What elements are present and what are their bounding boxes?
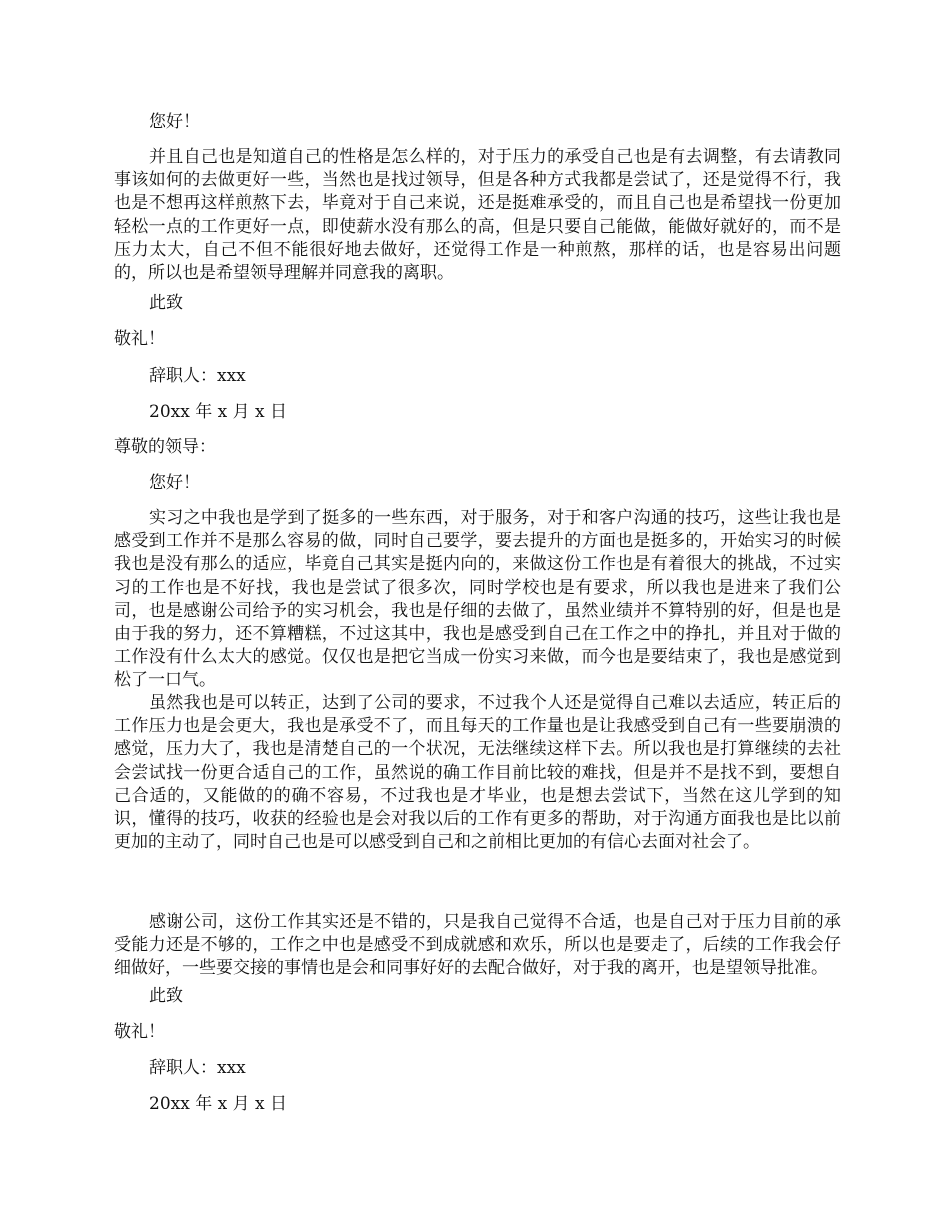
body-paragraph-2: 实习之中我也是学到了挺多的一些东西，对于服务，对于和客户沟通的技巧，这些让我也是感受到工作并不是那么容易的做，同时自己要学，要去提升的方面也是挺多的，开始实习的时候我也是没有那么的适应，毕竟自己其实是挺内向的，来做这份工作也是有着很大的挑战，不过实习的工作也是不好找，我也是尝试了很多次，同时学校也是有要求，所以我也是进来了我们公司，也是感谢公司给予的实习机会，我也是仔细的去做了，虽然业绩并不算特别的好，但是也是由于我的努力，还不算糟糕，不过这其中，我也是感受到自己在工作之中的挣扎，并且对于做的工作没有什么太大的感觉。仅仅也是把它当成一份实习来做，而今也是要结束了，我也是感觉到松了一口气。	[114, 508, 841, 691]
closing-jingli-2: 敬礼！	[114, 1022, 165, 1042]
closing-cizhi-1: 此致	[149, 293, 183, 313]
salutation-2: 尊敬的领导：	[114, 437, 216, 457]
greeting-1: 您好！	[149, 112, 200, 132]
signature-2: 辞职人：xxx	[149, 1058, 246, 1078]
body-paragraph-4: 感谢公司，这份工作其实还是不错的，只是我自己觉得不合适，也是自己对于压力目前的承受能力还是不够的，工作之中也是感受不到成就感和欢乐，所以也是要走了，后续的工作我会仔细做好，一些要交接的事情也是会和同事好好的去配合做好，对于我的离开，也是望领导批准。	[114, 912, 841, 979]
closing-jingli-1: 敬礼！	[114, 329, 165, 349]
greeting-2: 您好！	[149, 473, 200, 493]
body-paragraph-1: 并且自己也是知道自己的性格是怎么样的，对于压力的承受自己也是有去调整，有去请教同事该如何的去做更好一些，当然也是找过领导，但是各种方式我都是尝试了，还是觉得不行，我也是不想再这样煎熬下去，毕竟对于自己来说，还是挺难承受的，而且自己也是希望找一份更加轻松一点的工作更好一点，即使薪水没有那么的高，但是只要自己能做，能做好就好的，而不是压力太大，自己不但不能很好地去做好，还觉得工作是一种煎熬，那样的话，也是容易出问题的，所以也是希望领导理解并同意我的离职。	[114, 147, 841, 284]
date-1: 20xx 年 x 月 x 日	[149, 402, 288, 422]
body-paragraph-3: 虽然我也是可以转正，达到了公司的要求，不过我个人还是觉得自己难以去适应，转正后的工作压力也是会更大，我也是承受不了，而且每天的工作量也是让我感受到自己有一些要崩溃的感觉，压力大了，我也是清楚自己的一个状况，无法继续这样下去。所以我也是打算继续的去社会尝试找一份更合适自己的工作，虽然说的确工作目前比较的难找，但是并不是找不到，要想自己合适的，又能做的的确不容易，不过我也是才毕业，也是想去尝试下，当然在这儿学到的知识，懂得的技巧，收获的经验也是会对我以后的工作有更多的帮助，对于沟通方面我也是比以前更加的主动了，同时自己也是可以感受到自己和之前相比更加的有信心去面对社会了。	[114, 693, 841, 853]
signature-1: 辞职人：xxx	[149, 366, 246, 386]
closing-cizhi-2: 此致	[149, 986, 183, 1006]
date-2: 20xx 年 x 月 x 日	[149, 1094, 288, 1114]
